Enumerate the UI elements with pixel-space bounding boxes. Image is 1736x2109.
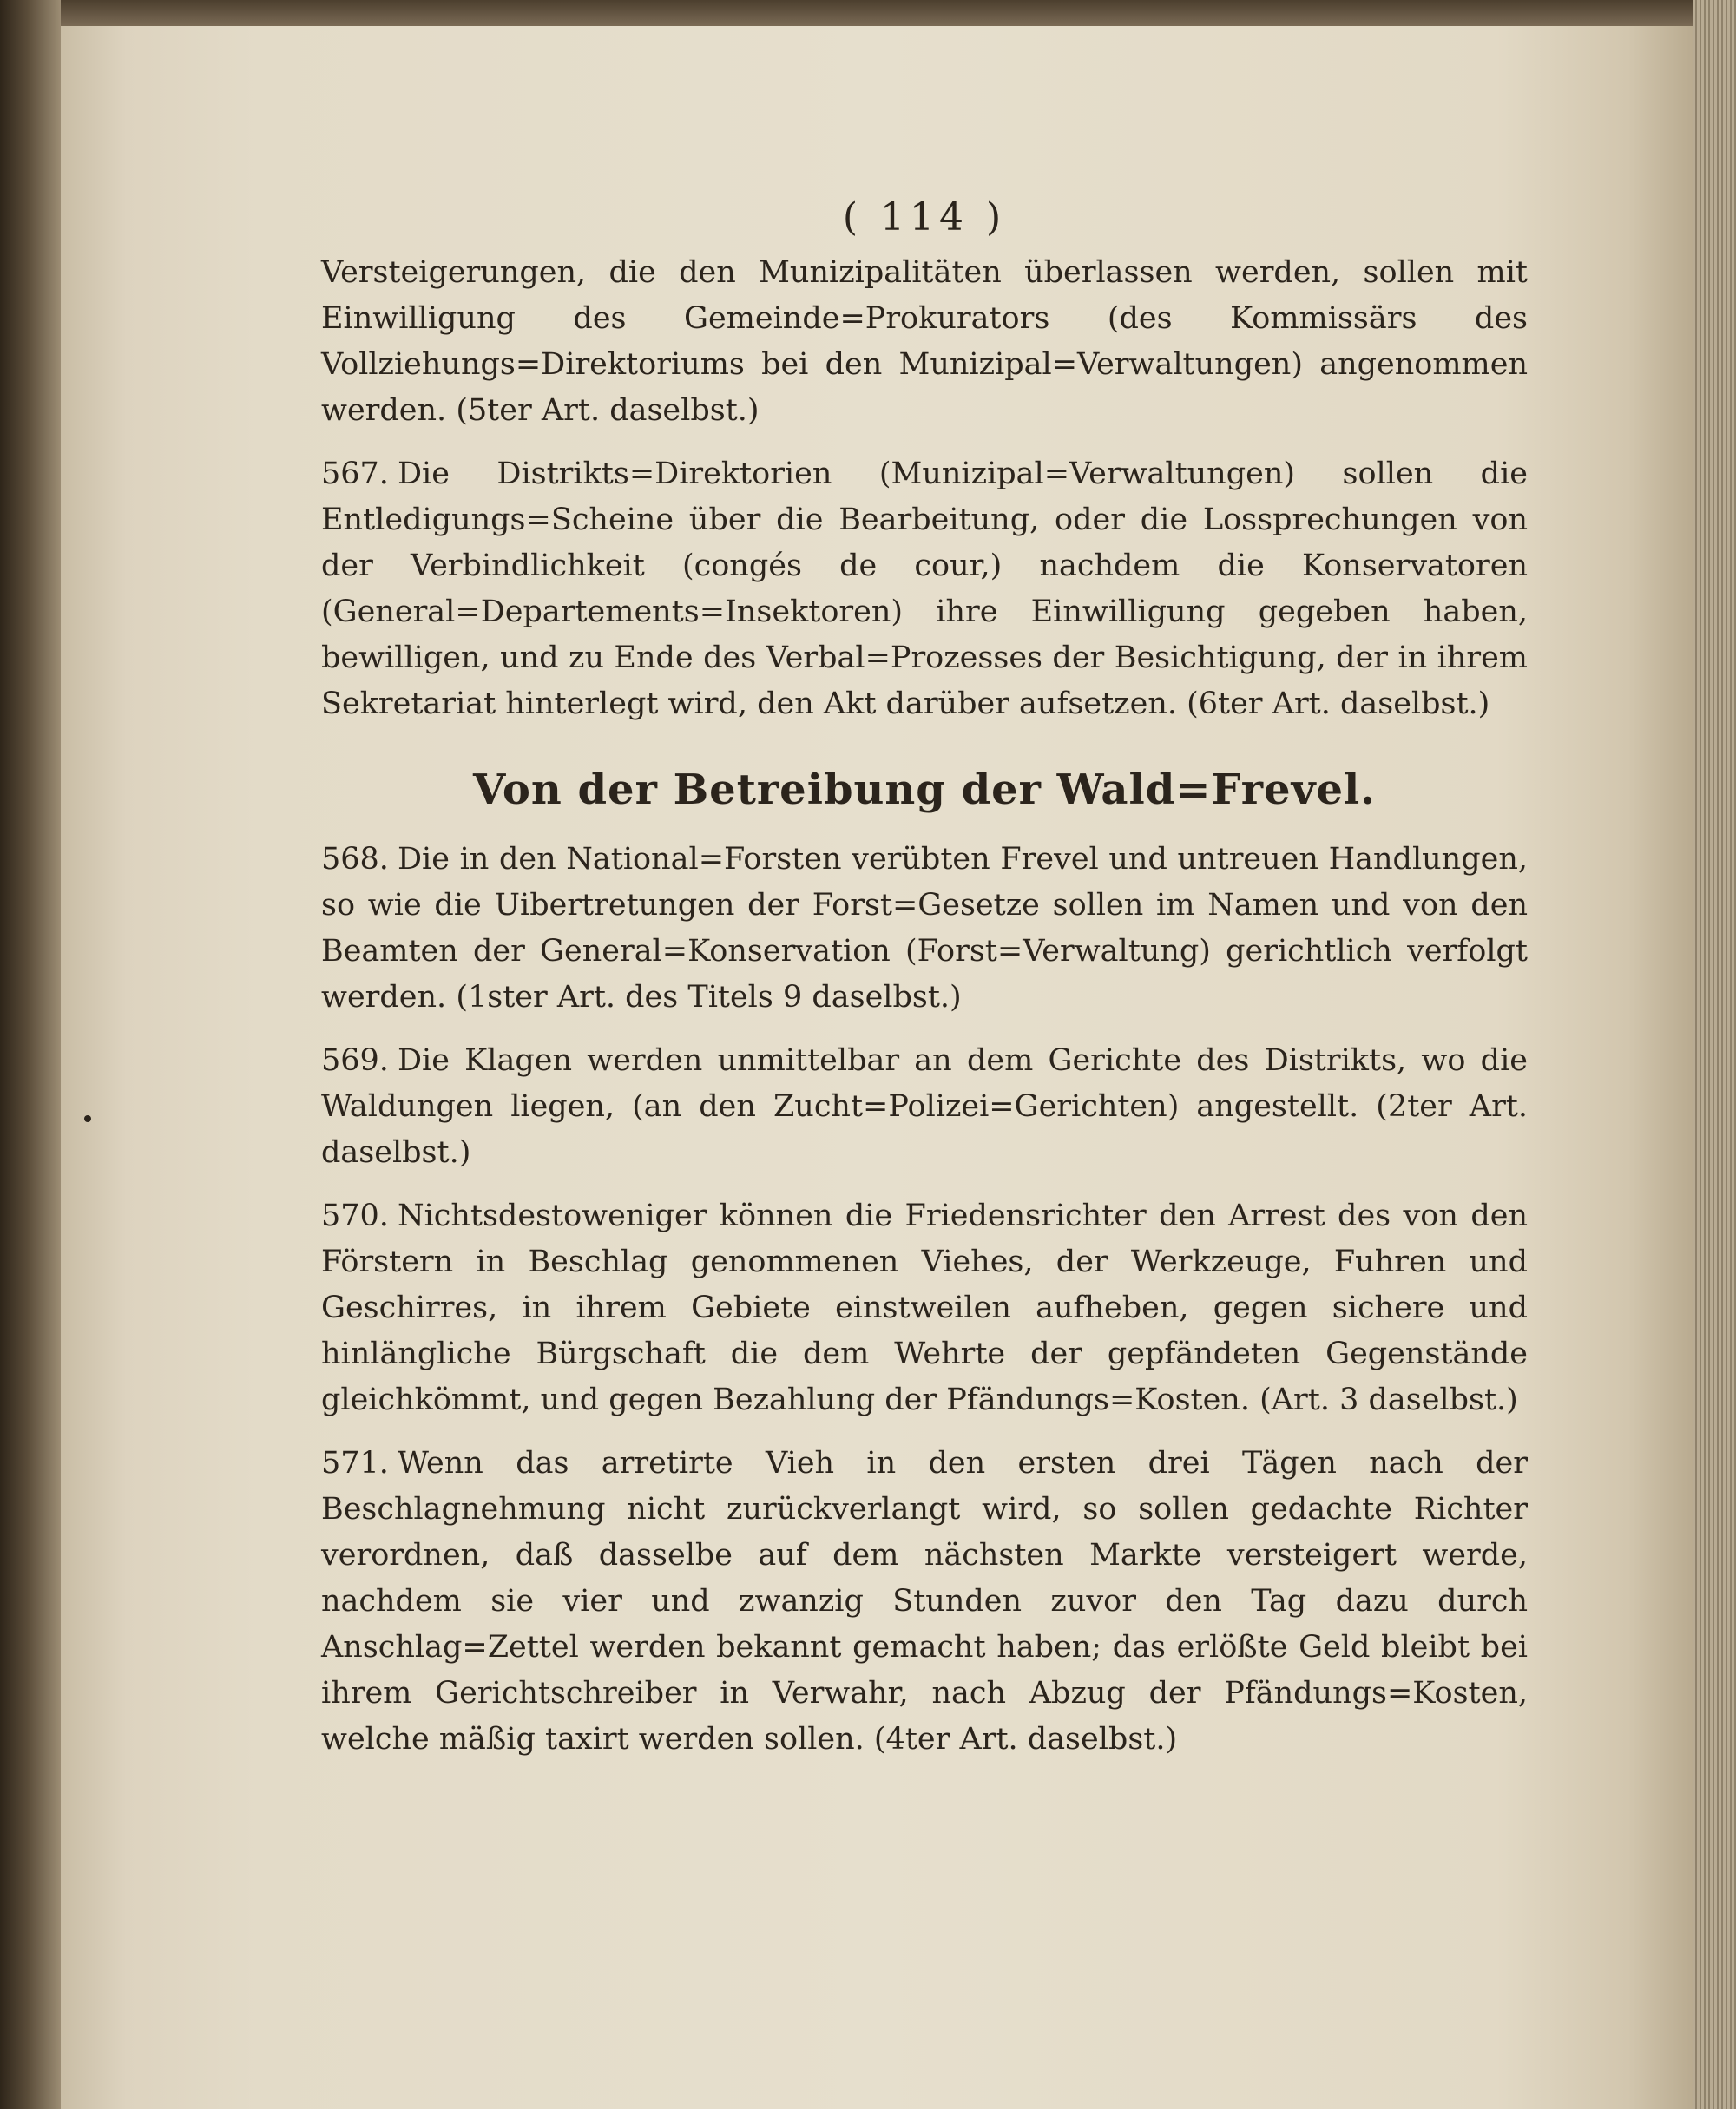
paragraph-number: 571. bbox=[321, 1446, 389, 1481]
paragraph-text: Die in den National=Forsten verübten Frevel und untreuen Handlungen, so wie die Uibertretungen der Forst=Gesetze sollen im Namen und von den Beamten der General=Konservation (Forst=Verwaltung) gerichtlich verfolgt werden. (1ster Art. des Titels 9 daselbst.) bbox=[321, 842, 1528, 1015]
book-top-edge bbox=[0, 0, 1736, 26]
paragraph-continued bbox=[321, 250, 1528, 434]
book-gutter bbox=[0, 0, 61, 2109]
page-number: ( 114 ) bbox=[842, 195, 1007, 240]
margin-ink-dot bbox=[84, 1115, 91, 1122]
paragraph-567 bbox=[321, 451, 1528, 727]
paragraph-number: 569. bbox=[321, 1043, 389, 1078]
paragraph-text: Wenn das arretirte Vieh in den ersten drei Tägen nach der Beschlagnehmung nicht zurückverlangt wird, so sollen gedachte Richter verordnen, daß dasselbe auf dem nächsten Markte versteigert werde, nachdem sie vier und zwanzig Stunden zuvor den Tag dazu durch Anschlag=Zettel werden bekannt gemacht haben; das erlößte Geld bleibt bei ihrem Gerichtschreiber in Verwahr, nach Abzug der Pfändungs=Kosten, welche mäßig taxirt werden sollen. (4ter Art. daselbst.) bbox=[321, 1446, 1528, 1757]
paragraph-number: 567. bbox=[321, 457, 389, 491]
page-edges bbox=[1693, 0, 1736, 2109]
paragraph-text: Die Distrikts=Direktorien (Munizipal=Verwaltungen) sollen die Entledigungs=Scheine über die Bearbeitung, oder die Lossprechungen von der Verbindlichkeit (congés de cour,) nachdem die Konservatoren (General=Departements=Insektoren) ihre Einwilligung gegeben haben, bewilligen, und zu Ende des Verbal=Prozesses der Besichtigung, der in ihrem Sekretariat hinterlegt wird, den Akt darüber aufsetzen. (6ter Art. daselbst.) bbox=[321, 457, 1528, 721]
paragraph-571 bbox=[321, 1441, 1528, 1763]
paragraph-text: Versteigerungen, die den Munizipalitäten überlassen werden, sollen mit Einwilligung des Gemeinde=Prokurators (des Kommissärs des Vollziehungs=Direktoriums bei den Munizipal=Verwaltungen) angenommen werden. (5ter Art. daselbst.) bbox=[321, 255, 1528, 428]
section-heading: Von der Betreibung der Wald=Frevel. bbox=[473, 765, 1376, 814]
paragraph-text: Nichtsdestoweniger können die Friedensrichter den Arrest des von den Förstern in Beschlag genommenen Viehes, der Werkzeuge, Fuhren und Geschirres, in ihrem Gebiete einstweilen aufheben, gegen sichere und hinlängliche Bürgschaft die dem Wehrte der gepfändeten Gegenstände gleichkömmt, und gegen Bezahlung der Pfändungs=Kosten. (Art. 3 daselbst.) bbox=[321, 1199, 1528, 1417]
paragraph-number: 570. bbox=[321, 1199, 389, 1233]
paragraph-570 bbox=[321, 1193, 1528, 1423]
page-content bbox=[321, 195, 1528, 1763]
paragraph-569 bbox=[321, 1038, 1528, 1176]
paragraph-text: Die Klagen werden unmittelbar an dem Gerichte des Distrikts, wo die Waldungen liegen, (an den Zucht=Polizei=Gerichten) angestellt. (2ter Art. daselbst.) bbox=[321, 1043, 1528, 1170]
paragraph-568 bbox=[321, 837, 1528, 1021]
paragraph-number: 568. bbox=[321, 842, 389, 877]
